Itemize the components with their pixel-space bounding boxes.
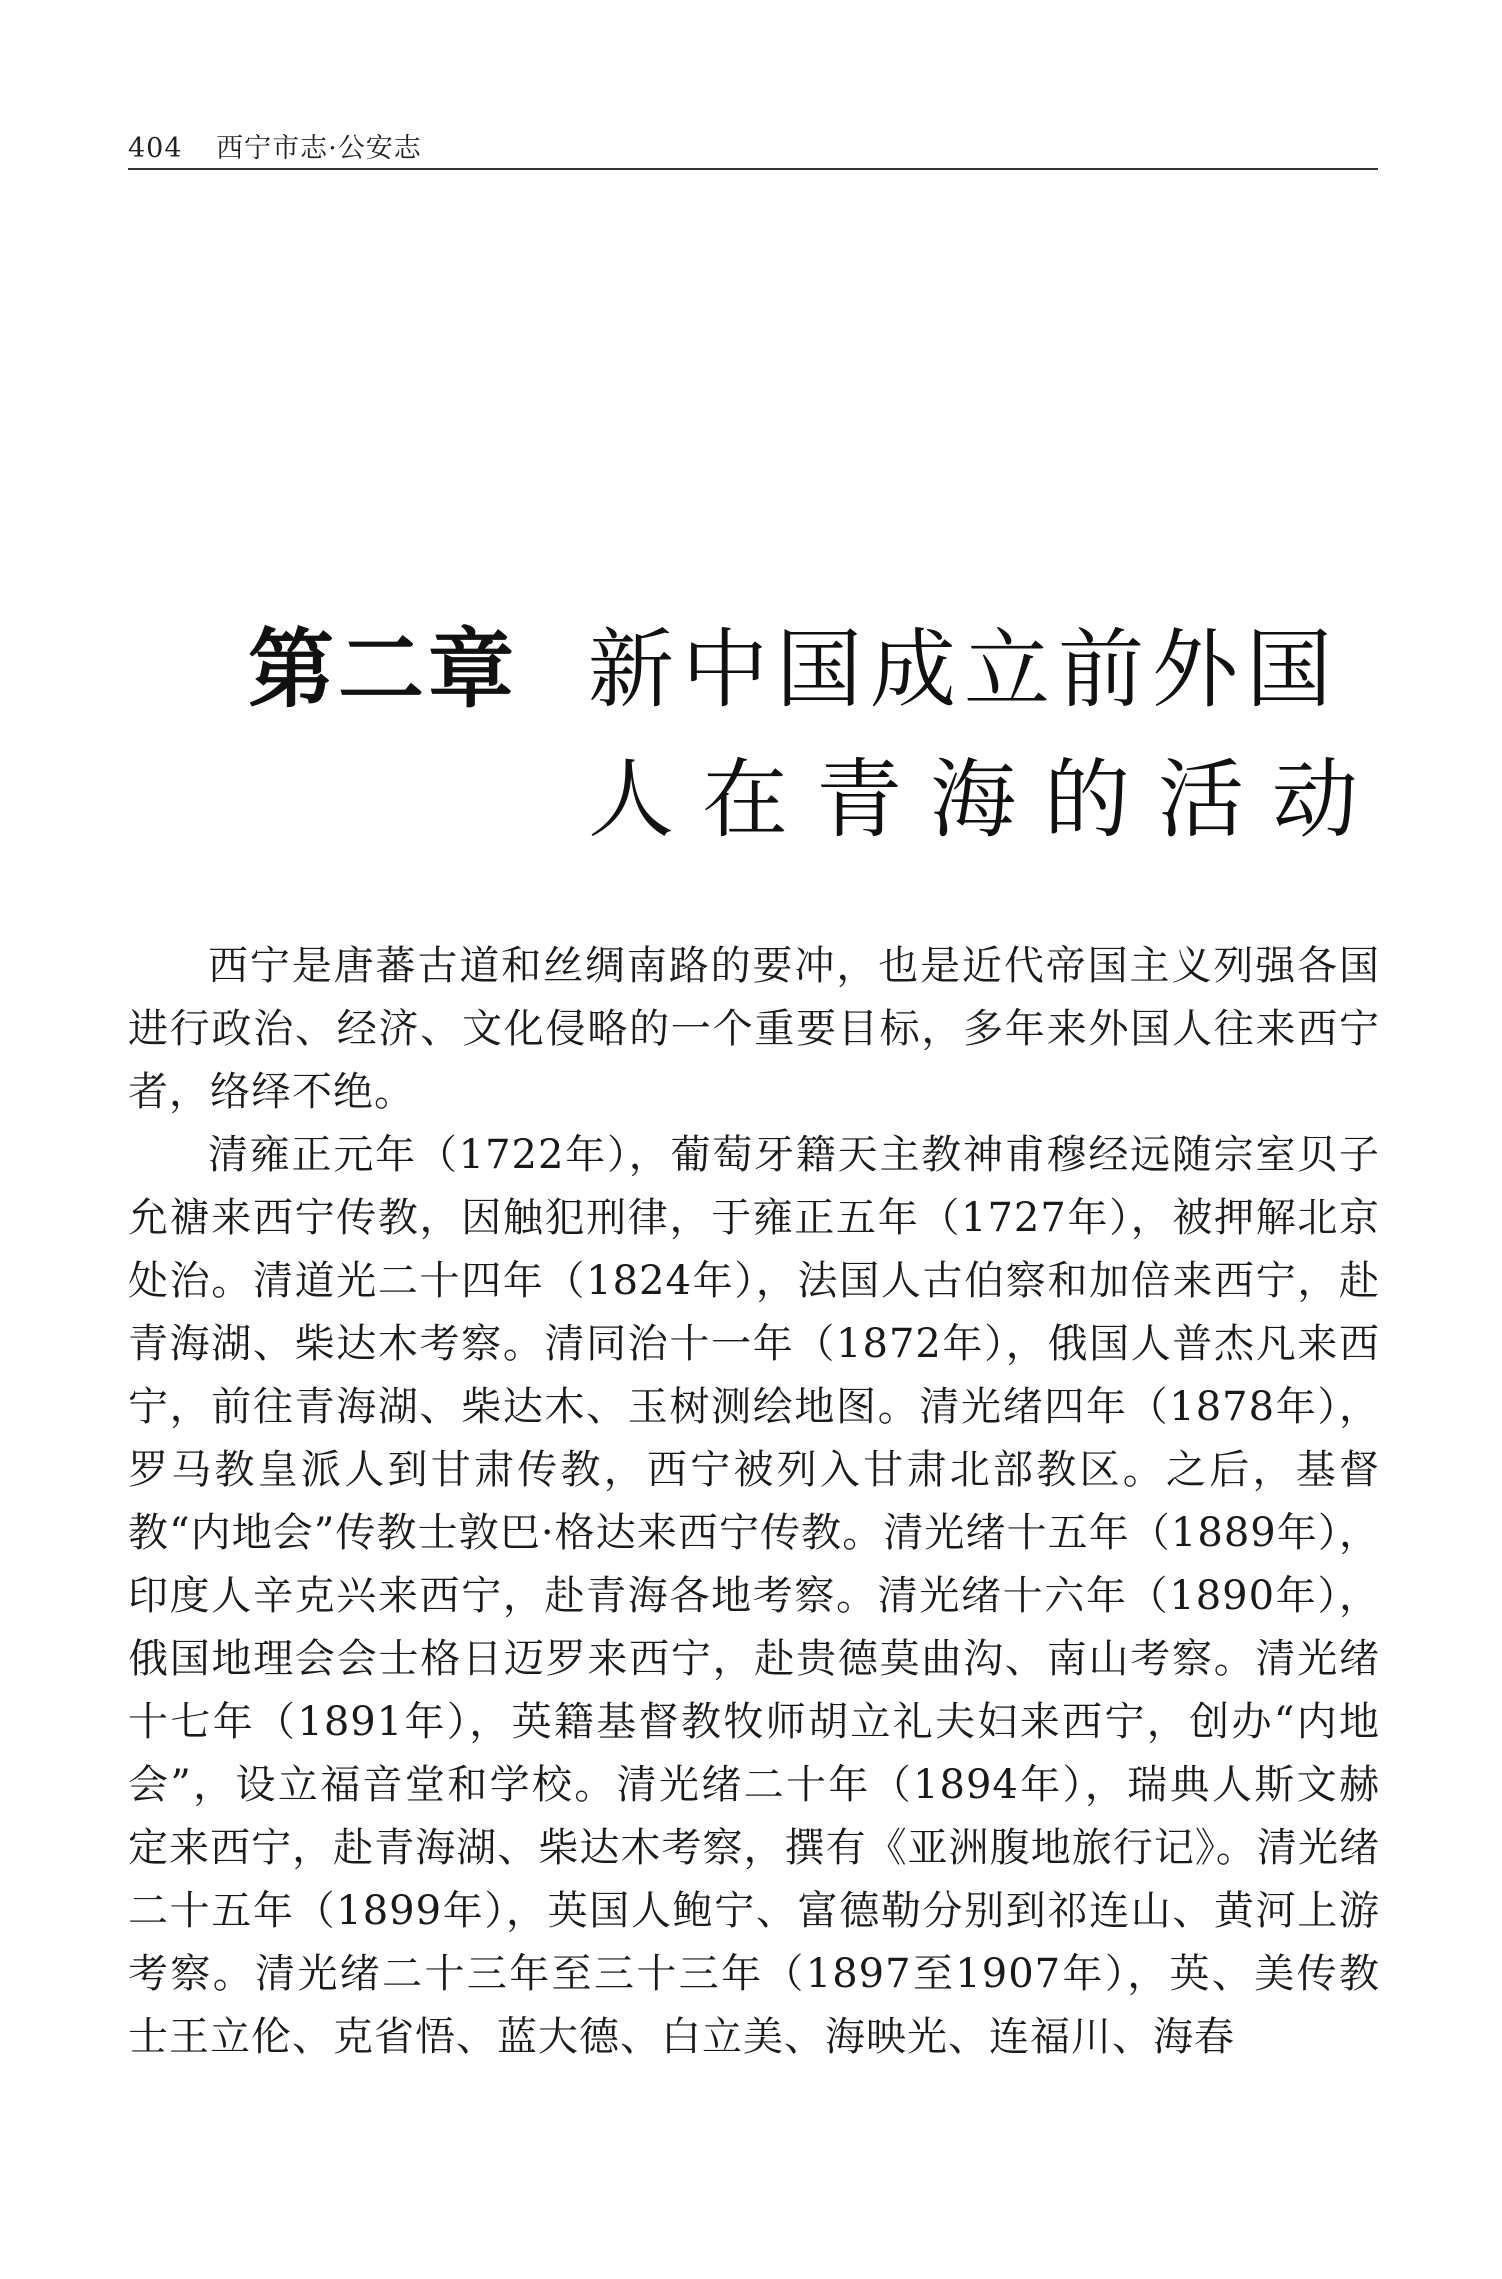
page-number: 404 — [128, 133, 183, 164]
chapter-heading-line-2 — [248, 730, 1386, 860]
chapter-heading-line-1 — [248, 600, 1348, 730]
paragraph-history: 清雍正元年（1722年），葡萄牙籍天主教神甫穆经远随宗室贝子允禟来西宁传教，因触犯刑律，于雍正五年（1727年），被押解北京处治。清道光二十四年（1824年），法国人古伯察和加倍来西宁，赴青海湖、柴达木考察。清同治十一年（1872年），俄国人普杰凡来西宁，前往青海湖、柴达木、玉树测绘地图。清光绪四年（1878年），罗马教皇派人到甘肃传教，西宁被列入甘肃北部教区。之后，基督教“内地会”传教士敦巴·格达来西宁传教。清光绪十五年（1889年），印度人辛克兴来西宁，赴青海各地考察。清光绪十六年（1890年），俄国地理会会士格日迈罗来西宁，赴贵德莫曲沟、南山考察。清光绪十七年（1891年），英籍基督教牧师胡立礼夫妇来西宁，创办“内地会”，设立福音堂和学校。清光绪二十年（1894年），瑞典人斯文赫定来西宁，赴青海湖、柴达木考察，撰有《亚洲腹地旅行记》。清光绪二十五年（1899年），英国人鲍宁、富德勒分别到祁连山、黄河上游考察。清光绪二十三年至三十三年（1897至1907年），英、美传教士王立伦、克省悟、蓝大德、白立美、海映光、连福川、海春 — [128, 1132, 1380, 2060]
chapter-title-line-2: 人在青海的活动 — [588, 750, 1386, 850]
book-title: 西宁市志·公安志 — [216, 133, 422, 164]
body-text — [128, 935, 1380, 2069]
paragraph-intro: 西宁是唐蕃古道和丝绸南路的要冲，也是近代帝国主义列强各国进行政治、经济、文化侵略的一个重要目标，多年来外国人往来西宁者，络绎不绝。 — [128, 943, 1380, 1115]
chapter-label: 第二章 — [248, 620, 518, 720]
header-rule — [128, 168, 1378, 170]
chapter-heading — [248, 600, 1386, 860]
running-header — [128, 126, 422, 165]
chapter-title-line-1: 新中国成立前外国 — [588, 620, 1340, 720]
